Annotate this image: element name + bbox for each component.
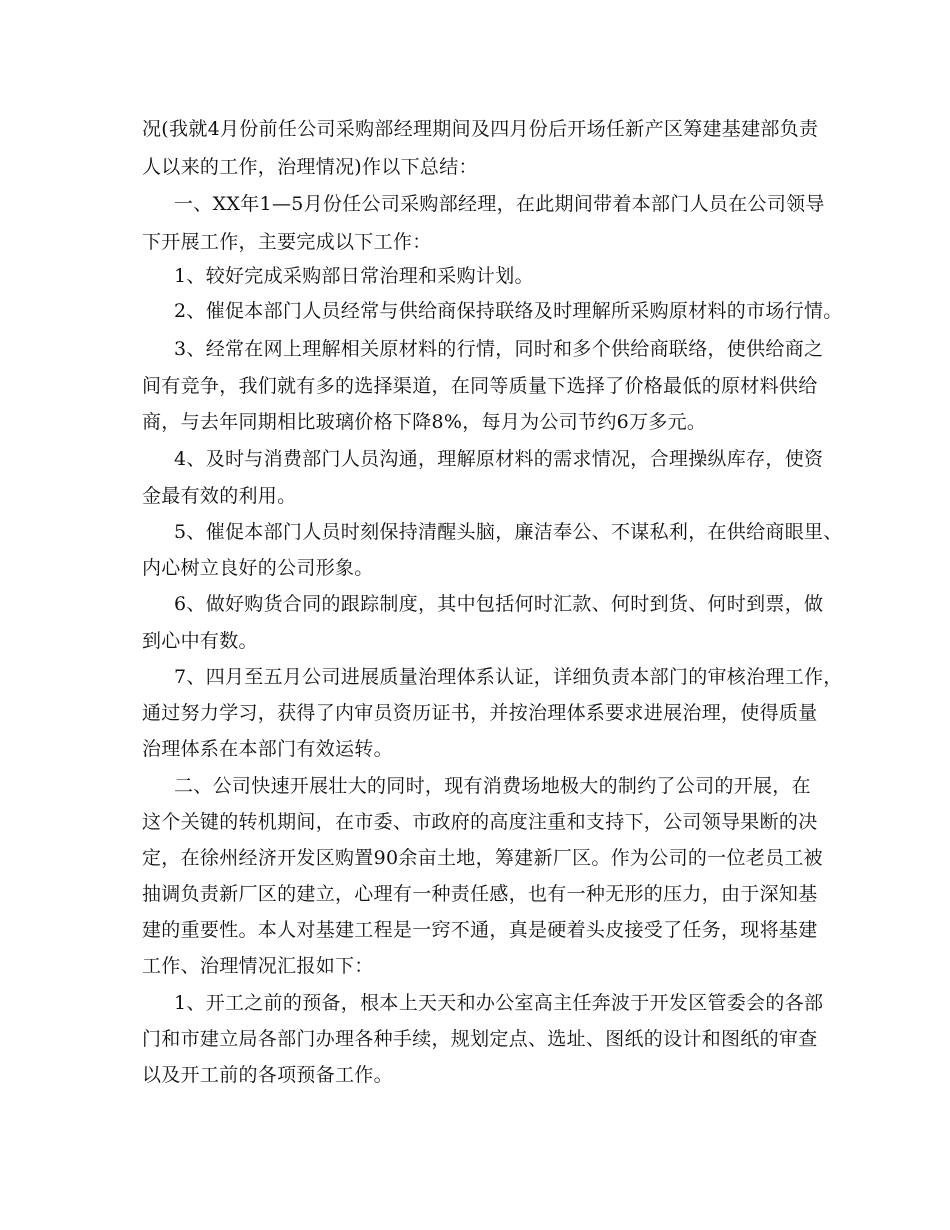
section-two-item-1-line-1: 1、开工之前的预备，根本上天天和办公室高主任奔波于开发区管委会的各部 bbox=[174, 992, 824, 1014]
section-two-line-5: 建的重要性。本人对基建工程是一窍不通，真是硬着头皮接受了任务，现将基建 bbox=[142, 919, 818, 941]
section-two-line-4: 抽调负责新厂区的建立，心理有一种责任感，也有一种无形的压力，由于深知基 bbox=[142, 883, 818, 905]
list-item-6-line-2: 到心中有数。 bbox=[142, 630, 258, 652]
list-item-5-line-1: 5、催促本部门人员时刻保持清醒头脑，廉洁奉公、不谋私利，在供给商眼里、 bbox=[174, 521, 843, 543]
section-two-line-2: 这个关键的转机期间，在市委、市政府的高度注重和支持下，公司领导果断的决 bbox=[142, 811, 818, 833]
list-item-2: 2、催促本部门人员经常与供给商保持联络及时理解所采购原材料的市场行情。 bbox=[174, 300, 843, 322]
text-line-2: 人以来的工作，治理情况)作以下总结： bbox=[142, 156, 478, 178]
section-two-item-1-line-3: 以及开工前的各项预备工作。 bbox=[142, 1064, 393, 1086]
list-item-7-line-3: 治理体系在本部门有效运转。 bbox=[142, 738, 393, 760]
list-item-1: 1、较好完成采购部日常治理和采购计划。 bbox=[174, 265, 534, 287]
list-item-4-line-1: 4、及时与消费部门人员沟通，理解原材料的需求情况，合理操纵库存，使资 bbox=[174, 448, 824, 470]
text-line-1: 况(我就4月份前任公司采购部经理期间及四月份后开场任新产区筹建基建部负责 bbox=[142, 118, 819, 140]
list-item-6-line-1: 6、做好购货合同的跟踪制度，其中包括何时汇款、何时到货、何时到票，做 bbox=[174, 593, 824, 615]
list-item-7-line-2: 通过努力学习，获得了内审员资历证书，并按治理体系要求进展治理，使得质量 bbox=[142, 702, 818, 724]
list-item-3-line-2: 间有竞争，我们就有多的选择渠道，在同等质量下选择了价格最低的原材料供给 bbox=[142, 375, 818, 397]
section-two-line-1: 二、公司快速开展壮大的同时，现有消费场地极大的制约了公司的开展，在 bbox=[174, 775, 811, 797]
list-item-3-line-3: 商，与去年同期相比玻璃价格下降8%，每月为公司节约6万多元。 bbox=[142, 411, 707, 433]
list-item-5-line-2: 内心树立良好的公司形象。 bbox=[142, 557, 374, 579]
section-two-line-6: 工作、治理情况汇报如下： bbox=[142, 955, 374, 977]
list-item-3-line-1: 3、经常在网上理解相关原材料的行情，同时和多个供给商联络，使供给商之 bbox=[174, 338, 824, 360]
list-item-7-line-1: 7、四月至五月公司进展质量治理体系认证，详细负责本部门的审核治理工作， bbox=[174, 666, 843, 688]
list-item-4-line-2: 金最有效的利用。 bbox=[142, 485, 297, 507]
text-line-4: 下开展工作，主要完成以下工作： bbox=[142, 231, 432, 253]
section-one-heading-line: 一、XX年1—5月份任公司采购部经理，在此期间带着本部门人员在公司领导 bbox=[174, 193, 825, 215]
section-two-line-3: 定，在徐州经济开发区购置90余亩土地，筹建新厂区。作为公司的一位老员工被 bbox=[142, 847, 823, 869]
section-two-item-1-line-2: 门和市建立局各部门办理各种手续，规划定点、选址、图纸的设计和图纸的审查 bbox=[142, 1028, 818, 1050]
